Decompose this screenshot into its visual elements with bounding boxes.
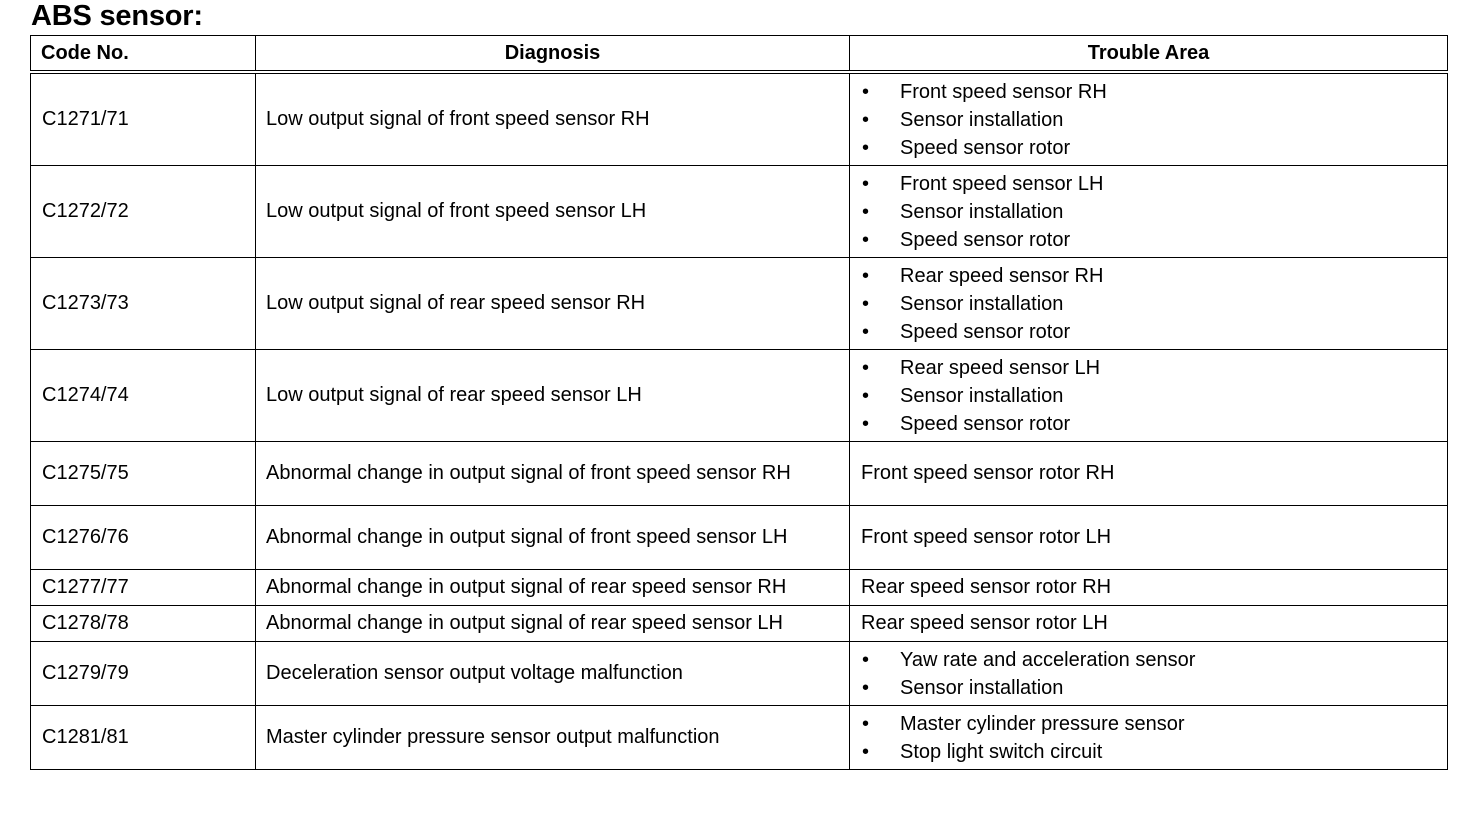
trouble-area-item-text: Speed sensor rotor [900,412,1071,435]
bullet-icon: • [862,648,870,671]
bullet-icon: • [862,228,870,251]
bullet-icon: • [862,384,870,407]
bullet-icon: • [862,172,870,195]
trouble-area-list [861,646,1437,702]
diagnosis-text: Low output signal of front speed sensor RH [256,72,850,166]
trouble-area-item-text: Sensor installation [900,676,1064,699]
trouble-area-item-text: Rear speed sensor LH [900,356,1101,379]
trouble-area-cell [850,706,1448,770]
diagnosis-text: Abnormal change in output signal of front speed sensor LH [256,506,850,570]
dtc-code: C1277/77 [31,570,256,606]
table-row [31,258,1448,350]
trouble-area-list [861,78,1437,162]
trouble-area-item [861,646,1437,674]
bullet-icon: • [862,412,870,435]
bullet-icon: • [862,200,870,223]
table-row [31,350,1448,442]
trouble-area-item [861,318,1437,346]
table-body [31,72,1448,770]
trouble-area-cell [850,258,1448,350]
trouble-area-item-text: Speed sensor rotor [900,228,1071,251]
column-header-diagnosis: Diagnosis [256,36,850,73]
table-row [31,506,1448,570]
dtc-code: C1276/76 [31,506,256,570]
trouble-area-item [861,738,1437,766]
trouble-area-cell [850,72,1448,166]
column-header-trouble-area: Trouble Area [850,36,1448,73]
page-title: ABS sensor: [31,0,203,32]
trouble-area-item [861,198,1437,226]
diagnosis-text: Low output signal of rear speed sensor LH [256,350,850,442]
trouble-area-item [861,106,1437,134]
table-row [31,166,1448,258]
trouble-area-item [861,710,1437,738]
bullet-icon: • [862,712,870,735]
trouble-area-item [861,226,1437,254]
dtc-code: C1273/73 [31,258,256,350]
trouble-area-cell: Rear speed sensor rotor RH [850,570,1448,606]
bullet-icon: • [862,676,870,699]
diagnosis-text: Master cylinder pressure sensor output malfunction [256,706,850,770]
bullet-icon: • [862,292,870,315]
trouble-area-list [861,170,1437,254]
trouble-area-item [861,262,1437,290]
trouble-area-item-text: Stop light switch circuit [900,740,1103,763]
table-row [31,606,1448,642]
diagnosis-text: Abnormal change in output signal of rear speed sensor RH [256,570,850,606]
dtc-code: C1275/75 [31,442,256,506]
table-row [31,442,1448,506]
bullet-icon: • [862,136,870,159]
diagnostic-code-table [30,35,1448,770]
trouble-area-list [861,262,1437,346]
dtc-code: C1271/71 [31,72,256,166]
trouble-area-item-text: Front speed sensor RH [900,80,1107,103]
table-row [31,706,1448,770]
trouble-area-item-text: Rear speed sensor RH [900,264,1104,287]
trouble-area-item [861,170,1437,198]
trouble-area-cell: Rear speed sensor rotor LH [850,606,1448,642]
trouble-area-list [861,710,1437,766]
trouble-area-cell: Front speed sensor rotor RH [850,442,1448,506]
trouble-area-item [861,134,1437,162]
trouble-area-cell: Front speed sensor rotor LH [850,506,1448,570]
bullet-icon: • [862,740,870,763]
trouble-area-item-text: Front speed sensor LH [900,172,1104,195]
trouble-area-item [861,382,1437,410]
diagnosis-text: Low output signal of front speed sensor LH [256,166,850,258]
trouble-area-item-text: Speed sensor rotor [900,320,1071,343]
bullet-icon: • [862,108,870,131]
bullet-icon: • [862,356,870,379]
trouble-area-item [861,410,1437,438]
diagnosis-text: Abnormal change in output signal of front speed sensor RH [256,442,850,506]
trouble-area-item-text: Yaw rate and acceleration sensor [900,648,1196,671]
trouble-area-item [861,78,1437,106]
bullet-icon: • [862,264,870,287]
table-header-row [31,36,1448,73]
trouble-area-item-text: Sensor installation [900,108,1064,131]
dtc-code: C1274/74 [31,350,256,442]
diagnosis-text: Low output signal of rear speed sensor RH [256,258,850,350]
dtc-code: C1281/81 [31,706,256,770]
table-row [31,570,1448,606]
trouble-area-item-text: Speed sensor rotor [900,136,1071,159]
trouble-area-cell [850,166,1448,258]
trouble-area-cell [850,642,1448,706]
trouble-area-item [861,354,1437,382]
trouble-area-item-text: Master cylinder pressure sensor [900,712,1185,735]
trouble-area-item [861,674,1437,702]
trouble-area-item [861,290,1437,318]
bullet-icon: • [862,320,870,343]
trouble-area-cell [850,350,1448,442]
diagnosis-text: Abnormal change in output signal of rear speed sensor LH [256,606,850,642]
trouble-area-item-text: Sensor installation [900,292,1064,315]
trouble-area-item-text: Sensor installation [900,200,1064,223]
column-header-code: Code No. [31,36,256,73]
dtc-code: C1272/72 [31,166,256,258]
diagnosis-text: Deceleration sensor output voltage malfunction [256,642,850,706]
dtc-code: C1278/78 [31,606,256,642]
table-row [31,642,1448,706]
dtc-code: C1279/79 [31,642,256,706]
trouble-area-item-text: Sensor installation [900,384,1064,407]
bullet-icon: • [862,80,870,103]
trouble-area-list [861,354,1437,438]
table-row [31,72,1448,166]
